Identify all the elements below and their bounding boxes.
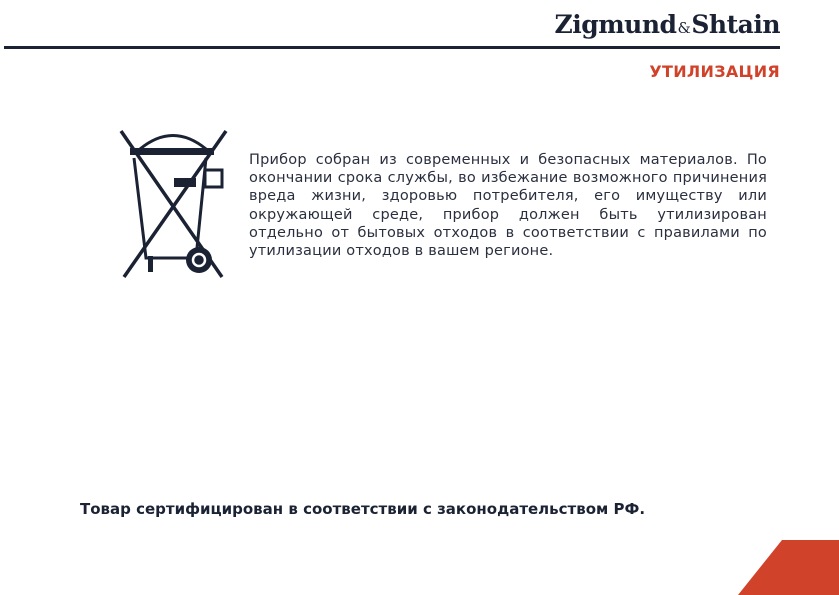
certification-note: Товар сертифицирован в соответствии с законодательством РФ. — [80, 500, 646, 518]
brand-logo — [554, 10, 780, 39]
section-title: УТИЛИЗАЦИЯ — [649, 62, 780, 81]
brand-logo-first: Zigmund — [554, 10, 677, 39]
crossed-out-wheelie-bin-icon — [118, 128, 228, 280]
disposal-instructions: Прибор собран из современных и безопасных материалов. По окончании срока службы, во избежание возможного причинения вреда жизни, здоровью потребителя, его имуществу или окружающей среде, прибор должен быть утилизирован отдельно от бытовых отходов в соответствии с правилами по утилизации отходов в вашем регионе. — [249, 152, 767, 260]
brand-logo-second: Shtain — [691, 10, 780, 39]
header-divider — [4, 46, 780, 49]
brand-logo-ampersand: & — [677, 19, 691, 37]
corner-accent-triangle — [738, 540, 839, 595]
